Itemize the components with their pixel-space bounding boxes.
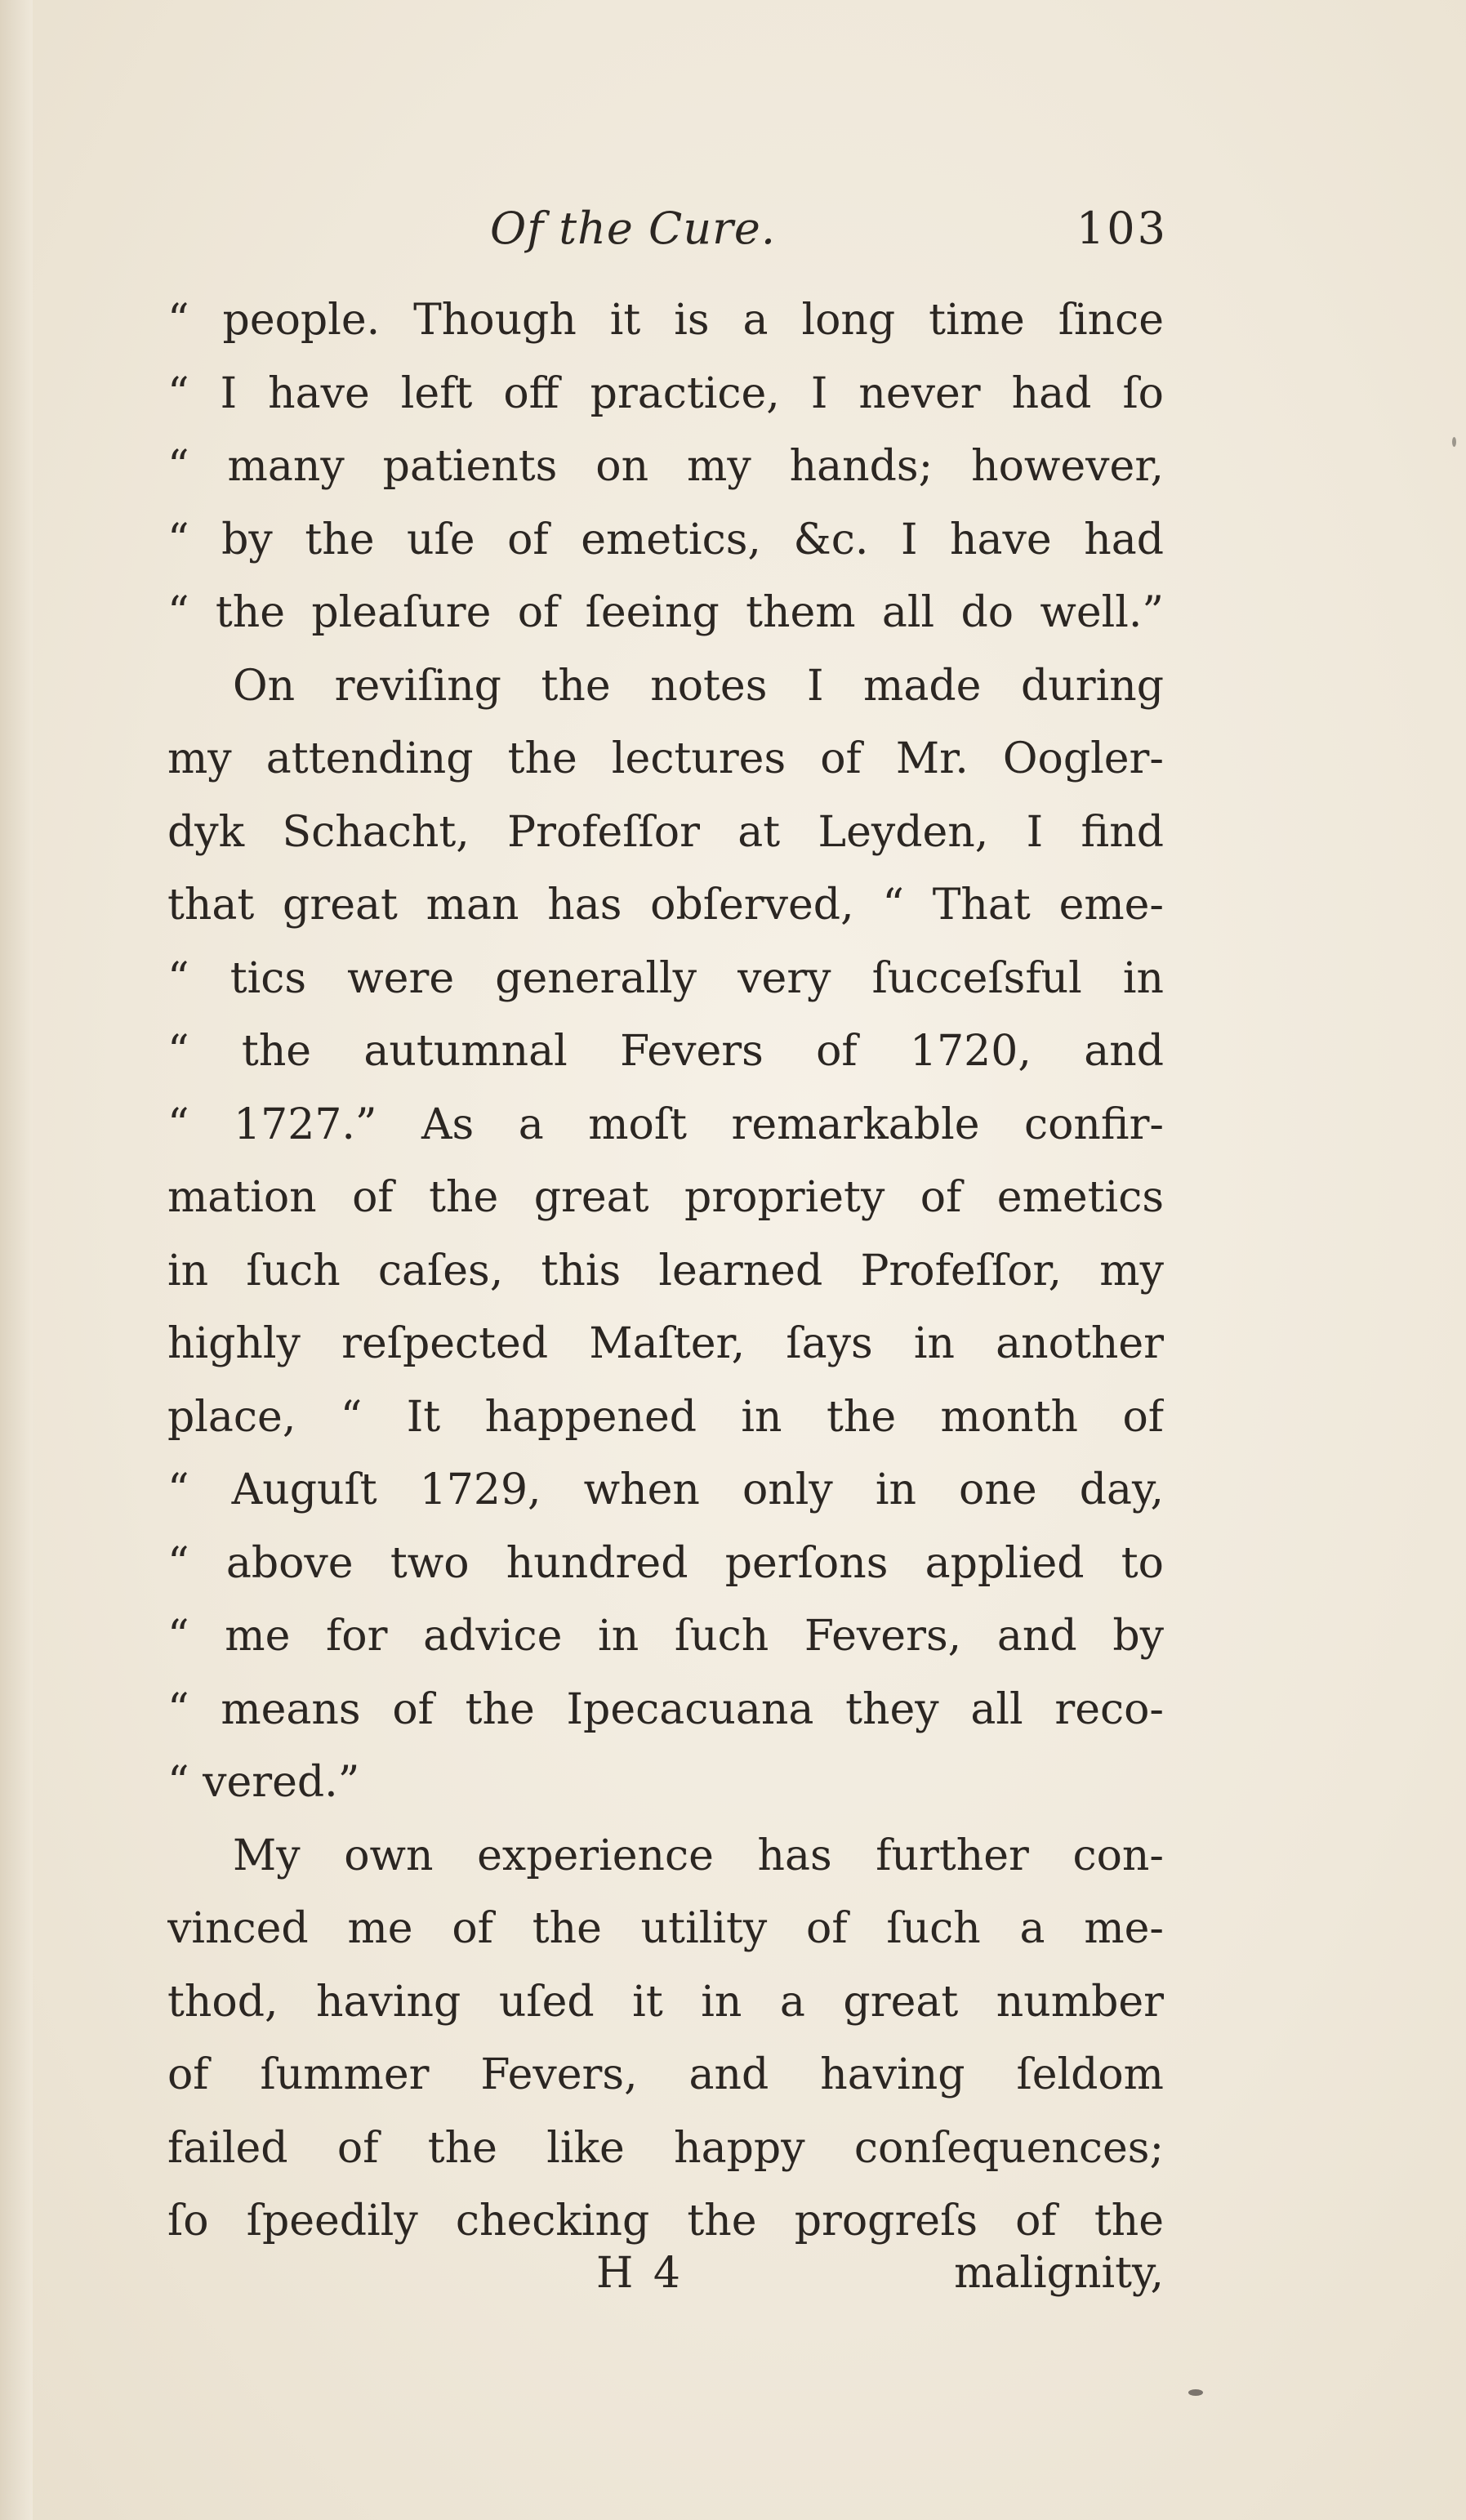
text-line: highly reſpected Maſter, ſays in another	[167, 1319, 1164, 1368]
text-line: “ many patients on my hands; however,	[167, 442, 1164, 491]
text-line: “ 1727.” As a moſt remarkable confir-	[167, 1099, 1164, 1149]
page-gutter-shadow	[0, 0, 33, 2520]
page-number: 103	[1076, 203, 1168, 254]
text-line: “ above two hundred perſons applied to	[167, 1538, 1164, 1588]
text-line: mation of the great propriety of emetics	[167, 1173, 1164, 1222]
page-header	[490, 196, 1168, 261]
page-footer	[167, 2232, 1164, 2314]
body-text	[167, 284, 1164, 2259]
text-line: my attending the lectures of Mr. Oogler-	[167, 734, 1164, 783]
text-line: “ means of the Ipecacuana they all reco-	[167, 1684, 1164, 1734]
text-line: dyk Schacht, Profeſſor at Leyden, I find	[167, 807, 1164, 857]
text-line: that great man has obſerved, “ That eme-	[167, 881, 1164, 930]
signature-mark: H 4	[596, 2249, 684, 2298]
text-line: “ I have left off practice, I never had ſo	[167, 368, 1164, 418]
paragraph-first-line: My own experience has further con-	[233, 1831, 1164, 1880]
text-line: “ tics were generally very ſucceſsful in	[167, 953, 1164, 1003]
ink-speck	[1452, 437, 1456, 447]
text-line: failed of the like happy conſequences;	[167, 2123, 1164, 2173]
text-line: of ſummer Fevers, and having ſeldom	[167, 2050, 1164, 2099]
text-line: in ſuch caſes, this learned Profeſſor, my	[167, 1246, 1164, 1296]
text-line: “ the autumnal Fevers of 1720, and	[167, 1027, 1164, 1076]
text-line: “ the pleaſure of ſeeing them all do well.”	[167, 588, 1164, 637]
text-line: “ Auguſt 1729, when only in one day,	[167, 1465, 1164, 1514]
text-line: place, “ It happened in the month of	[167, 1392, 1164, 1442]
text-line: “ people. Though it is a long time ſince	[167, 296, 1164, 345]
text-line: “ me for advice in ſuch Fevers, and by	[167, 1612, 1164, 1661]
ink-speck	[1188, 2389, 1203, 2396]
text-line: “ by the uſe of emetics, &c. I have had	[167, 515, 1164, 564]
running-title: Of the Cure.	[490, 203, 777, 254]
text-line: ſo ſpeedily checking the progreſs of the	[167, 2197, 1164, 2246]
text-line: vinced me of the utility of ſuch a me-	[167, 1904, 1164, 1953]
paragraph-last-line: “ vered.”	[167, 1758, 360, 1807]
text-line: thod, having uſed it in a great number	[167, 1977, 1164, 2027]
catchword: malignity,	[954, 2249, 1164, 2298]
paragraph-first-line: On reviſing the notes I made during	[233, 661, 1164, 711]
